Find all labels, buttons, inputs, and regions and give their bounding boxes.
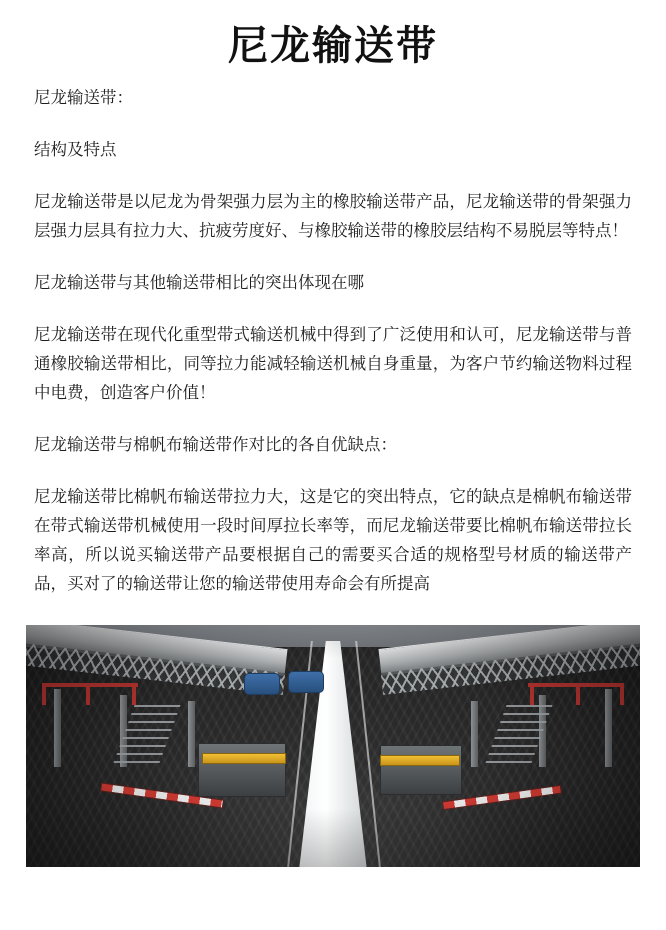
red-handrail-post	[576, 683, 580, 705]
red-handrail-post	[132, 683, 136, 705]
paragraph: 尼龙输送带与其他输送带相比的突出体现在哪	[34, 274, 364, 292]
support-column	[471, 701, 478, 767]
yellow-guard-left	[202, 753, 286, 764]
red-handrail-post	[42, 683, 46, 705]
article-image-wrapper	[0, 625, 666, 867]
paragraph: 尼龙输送带在现代化重型带式输送机械中得到了广泛使用和认可，尼龙输送带与普通橡胶输送带相比，同等拉力能减轻输送机械自身重量，为客户节约输送物料过程中电费，创造客户价值！	[34, 326, 632, 402]
paragraph: 尼龙输送带与棉帆布输送带作对比的各自优缺点：	[34, 436, 397, 454]
support-column	[605, 689, 612, 767]
belt-machinery-right	[380, 745, 462, 795]
support-column	[188, 701, 195, 767]
yellow-guard-right	[380, 755, 460, 766]
red-handrail-post	[530, 683, 534, 705]
article-body	[0, 84, 666, 599]
blue-drum-center	[288, 671, 324, 693]
support-column	[54, 689, 61, 767]
page-title: 尼龙输送带	[228, 24, 438, 68]
red-handrail-post	[620, 683, 624, 705]
gantry-left	[28, 643, 278, 753]
gantry-right	[388, 643, 638, 753]
paragraph: 尼龙输送带是以尼龙为骨架强力层为主的橡胶输送带产品，尼龙输送带的骨架强力层强力层具有拉力大、抗疲劳度好、与橡胶输送带的橡胶层结构不易脱层等特点！	[34, 193, 632, 240]
belt-machinery-left	[198, 743, 286, 797]
red-handrail-post	[86, 683, 90, 705]
paragraph: 结构及特点	[34, 141, 117, 159]
red-handrail	[42, 683, 138, 687]
blue-drum-left	[244, 673, 280, 695]
paragraph: 尼龙输送带比棉帆布输送带拉力大，这是它的突出特点，它的缺点是棉帆布输送带在带式输送带机械使用一段时间厚拉长率等，而尼龙输送带要比棉帆布输送带拉长率高，所以说买输送带产品要根据自己的需要买合适的规格型号材质的输送带产品，买对了的输送带让您的输送带使用寿命会有所提高	[34, 488, 632, 593]
paragraph: 尼龙输送带：	[34, 89, 133, 107]
conveyor-photo	[26, 625, 640, 867]
